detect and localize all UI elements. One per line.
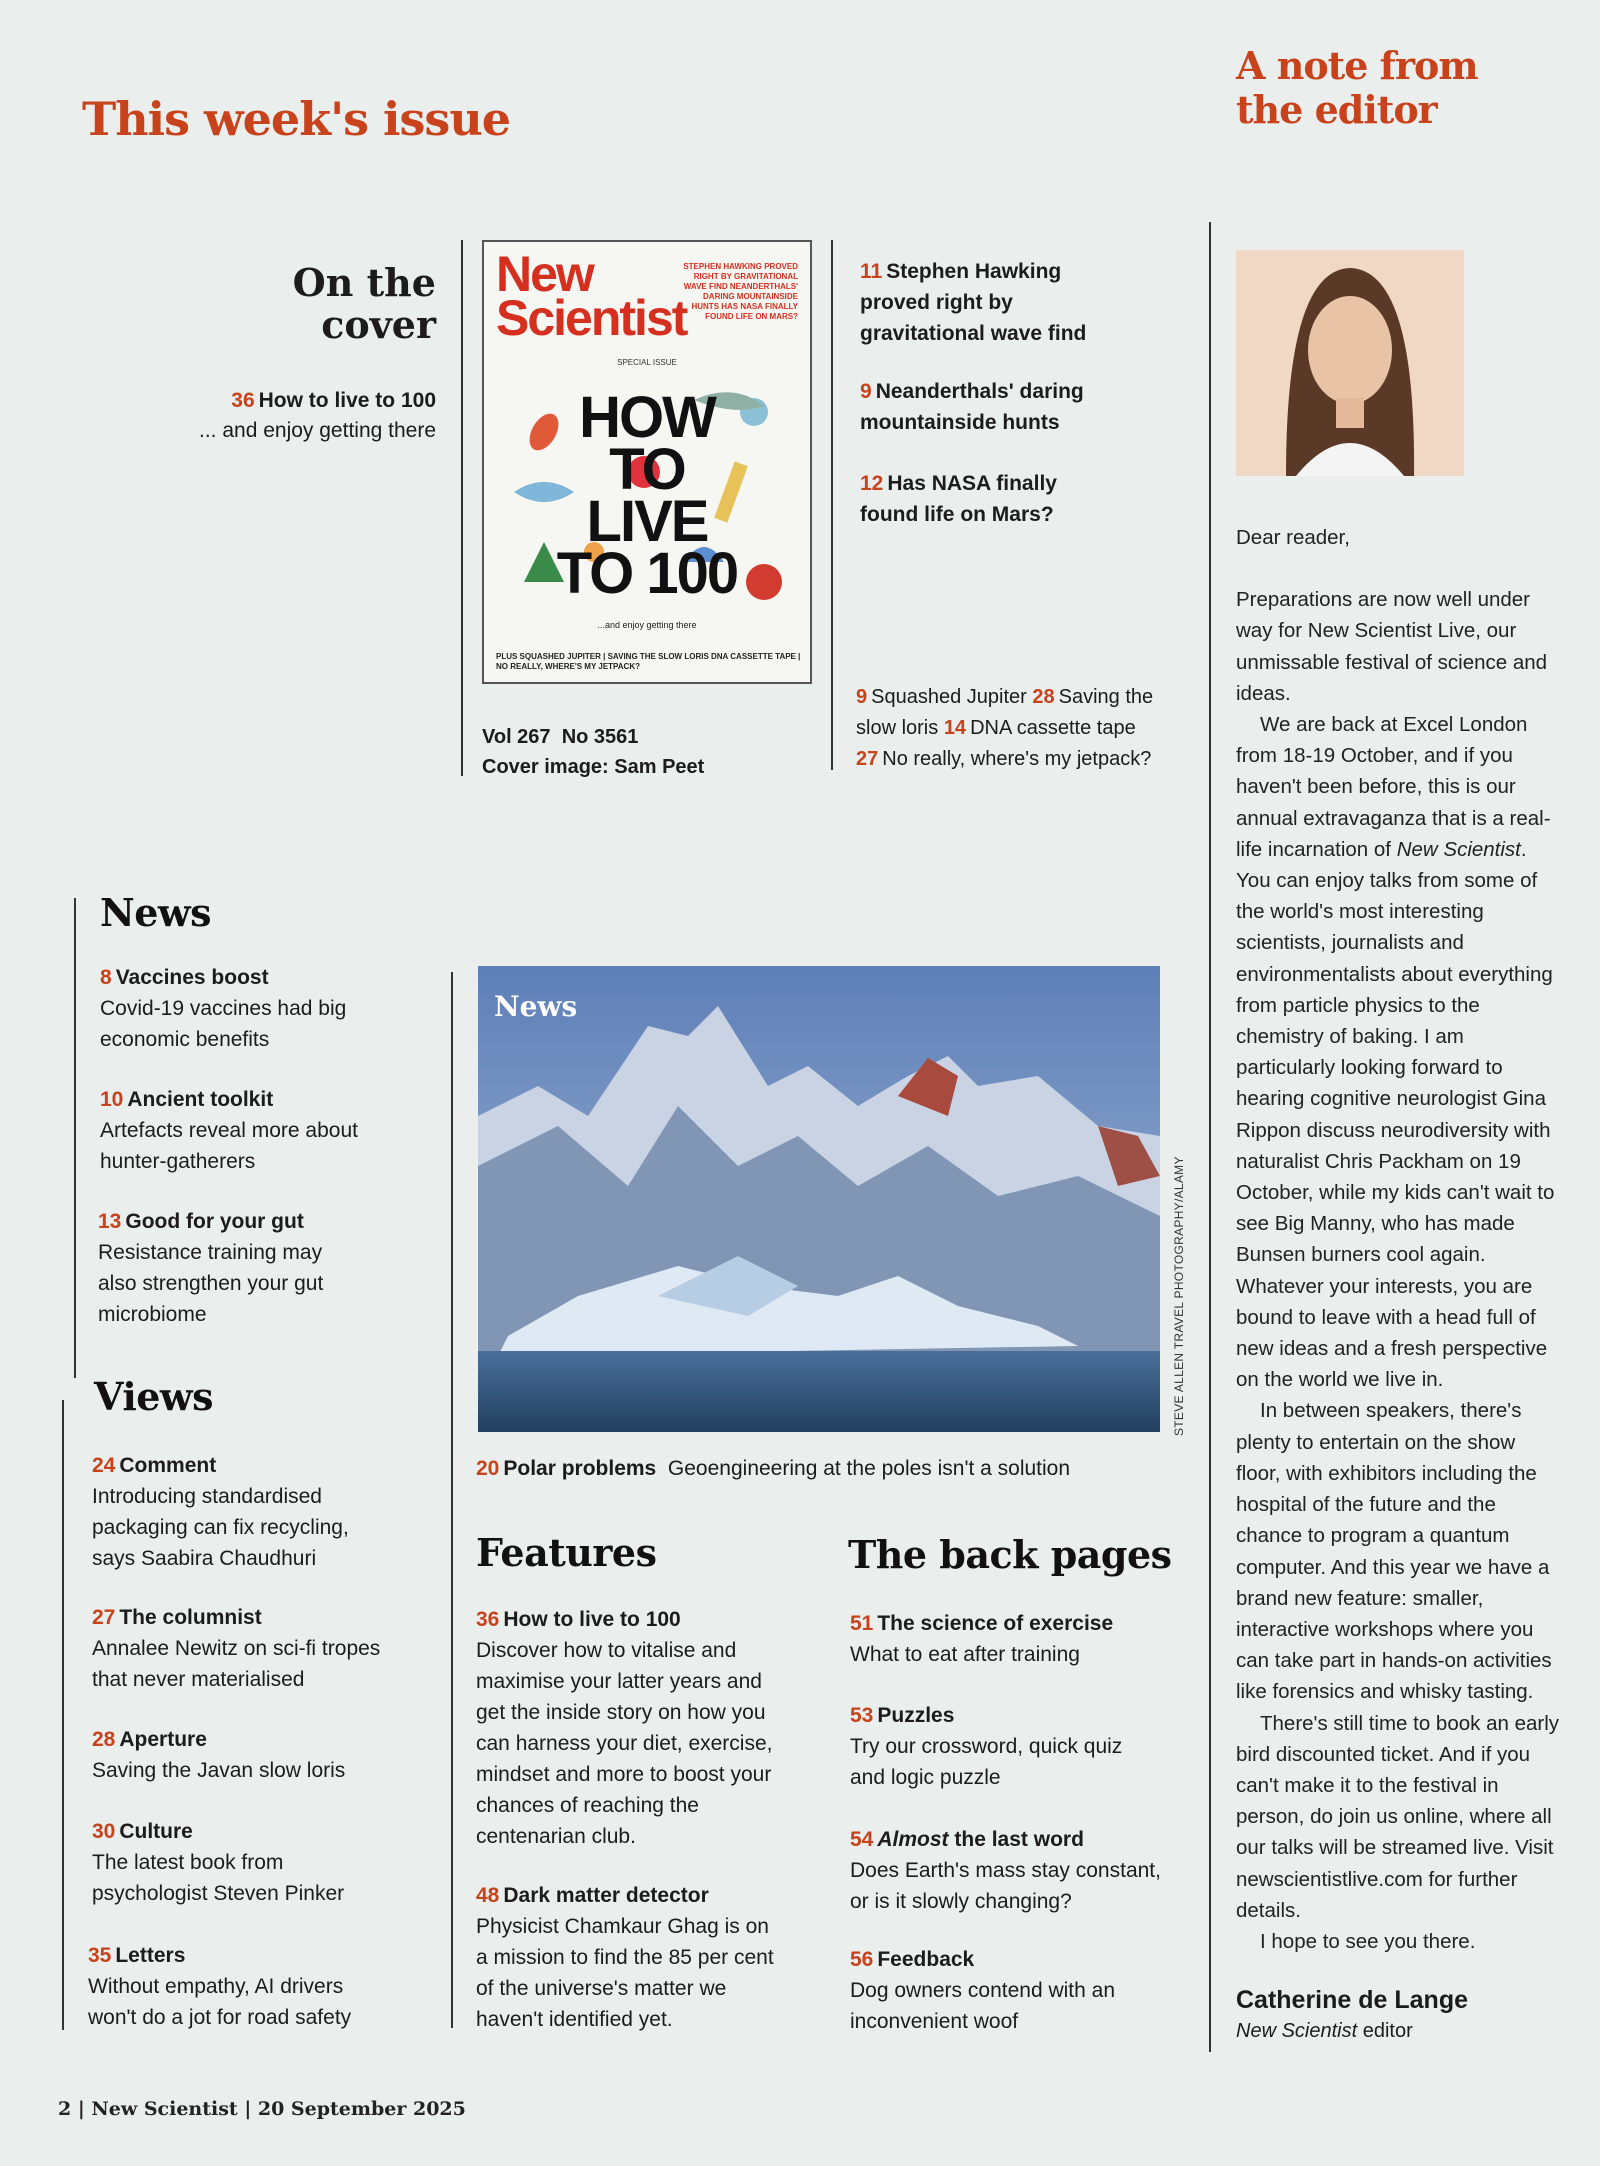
cover-item[interactable]: 12 Has NASA finally found life on Mars? <box>860 472 1057 526</box>
polar-photo[interactable] <box>478 966 1160 1432</box>
cover-tagline: ...and enjoy getting there <box>597 620 697 630</box>
editor-note-title: A note from the editor <box>1236 43 1478 132</box>
divider <box>74 898 76 1378</box>
cover-main-sub: ... and enjoy getting there <box>199 419 436 442</box>
issue-info: Vol 267 No 3561 Cover image: Sam Peet <box>482 726 705 778</box>
cover-item[interactable]: 11 Stephen Hawking proved right by gravitational wave find <box>860 260 1087 345</box>
cover-more-items[interactable]: 9 Squashed Jupiter 28 Saving the slow loris 14 DNA cassette tape 27 No really, where's my jetpack? <box>856 686 1154 770</box>
editor-signature <box>1236 1984 1562 2046</box>
editor-portrait <box>1236 250 1464 476</box>
back-pages-section-title: The back pages <box>848 1532 1172 1577</box>
editor-paragraph: I hope to see you there. <box>1260 1929 1476 1953</box>
divider <box>62 1400 64 2030</box>
cover-main-num: 36 <box>231 389 255 412</box>
features-item[interactable]: 48 Dark matter detector Physicist Chamkaur Ghag is on a mission to find the 85 per cent of the universe's matter we haven't identified yet. <box>476 1884 774 2031</box>
divider <box>1209 222 1211 2052</box>
editor-portrait-image <box>1236 250 1464 476</box>
cover-item[interactable]: 9 Neanderthals' daring mountainside hunts <box>860 380 1084 434</box>
views-item[interactable]: 28 Aperture Saving the Javan slow loris <box>92 1728 346 1782</box>
cover-brand: New Scientist <box>496 246 687 346</box>
photo-caption[interactable]: 20 Polar problems Geoengineering at the poles isn't a solution <box>476 1457 1071 1480</box>
features-section-title: Features <box>476 1530 657 1575</box>
back-pages-item[interactable]: 54 Almost the last word Does Earth's mass stay constant, or is it slowly changing? <box>850 1828 1161 1913</box>
magazine-cover-image[interactable] <box>482 240 812 684</box>
news-item[interactable]: 13 Good for your gut Resistance training may also strengthen your gut microbiome <box>98 1210 324 1326</box>
divider <box>461 240 463 776</box>
editor-paragraph: Preparations are now well under way for New Scientist Live, our unmissable festival of science and ideas. <box>1236 588 1548 705</box>
divider <box>831 240 833 770</box>
photo-credit: STEVE ALLEN TRAVEL PHOTOGRAPHY/ALAMY <box>1172 1156 1186 1436</box>
back-pages-item[interactable]: 56 Feedback Dog owners contend with an inconvenient woof <box>850 1948 1115 2033</box>
views-item[interactable]: 27 The columnist Annalee Newitz on sci-fi tropes that never materialised <box>92 1606 381 1691</box>
editor-paragraph: In between speakers, there's plenty to entertain on the show floor, with exhibitors including the hospital of the future and the chance to program a quantum computer. And this year we have a brand new feature: smaller, interactive workshops where you can take part in hands-on activities like forensics and whisky tasting. <box>1236 1399 1552 1704</box>
mountain-image <box>478 966 1160 1432</box>
page-footer: 2 | New Scientist | 20 September 2025 <box>58 2098 466 2120</box>
views-item[interactable]: 24 Comment Introducing standardised packaging can fix recycling, says Saabira Chaudhuri <box>92 1454 349 1570</box>
editor-name: Catherine de Lange <box>1236 1986 1468 2014</box>
editor-role: New Scientist editor <box>1236 2020 1413 2042</box>
news-item[interactable]: 8 Vaccines boost Covid-19 vaccines had big economic benefits <box>100 966 347 1051</box>
editor-paragraph: There's still time to book an early bird discounted ticket. And if you can't make it to the festival in person, do join us online, where all our talks will be streamed live. Visit newscientistlive.com for further details. <box>1236 1711 1560 1922</box>
news-section-title: News <box>100 890 212 935</box>
views-item[interactable]: 35 Letters Without empathy, AI drivers won't do a jot for road safety <box>88 1944 352 2029</box>
back-pages-item[interactable]: 53 Puzzles Try our crossword, quick quiz and logic puzzle <box>850 1704 1123 1789</box>
views-item[interactable]: 30 Culture The latest book from psychologist Steven Pinker <box>92 1820 345 1905</box>
views-section-title: Views <box>94 1374 214 1419</box>
page-title: This week's issue <box>82 92 511 146</box>
editor-letter <box>1236 522 1562 1957</box>
divider <box>451 972 453 2028</box>
photo-label: News <box>494 990 578 1023</box>
on-cover-title: On the cover <box>292 260 436 347</box>
features-item[interactable]: 36 How to live to 100 Discover how to vitalise and maximise your latter years and get the inside story on how you can harness your diet, exercise, mindset and more to boost your chances of reaching the centenarian club. <box>476 1608 773 1848</box>
editor-greeting: Dear reader, <box>1236 526 1350 549</box>
cover-headline: HOW TO LIVE TO 100 <box>556 385 738 606</box>
cover-plus-line: PLUS SQUASHED JUPITER | SAVING THE SLOW LORIS DNA CASSETTE TAPE | NO REALLY, WHERE'S MY JETPACK? <box>496 652 801 671</box>
cover-special-issue: SPECIAL ISSUE <box>617 358 677 367</box>
editor-paragraph: We are back at Excel London from 18-19 October, and if you haven't been before, this is our annual extravaganza that is a real-life incarnation of New Scientist. You can enjoy talks from some of the world's most interesting scientists, journalists and environmentalists about everything from particle physics to the chemistry of baking. I am particularly looking forward to hearing cognitive neurologist Gina Rippon discuss neurodiversity with naturalist Chris Packham on 19 October, while my kids can't wait to see Big Manny, who has made Bunsen burners cool again. Whatever your interests, you are bound to leave with a head full of new ideas and a fresh perspective on the world we live in. <box>1236 713 1555 1392</box>
cover-strapline: STEPHEN HAWKING PROVED RIGHT BY GRAVITATIONAL WAVE FIND NEANDERTHALS' DARING MOUNTAINSIDE HUNTS HAS NASA FINALLY FOUND LIFE ON MARS? <box>683 262 798 321</box>
cover-main-title: How to live to 100 <box>258 389 436 412</box>
back-pages-item[interactable]: 51 The science of exercise What to eat after training <box>850 1612 1114 1666</box>
cover-main-item[interactable] <box>160 386 436 446</box>
news-item[interactable]: 10 Ancient toolkit Artefacts reveal more about hunter-gatherers <box>100 1088 358 1173</box>
